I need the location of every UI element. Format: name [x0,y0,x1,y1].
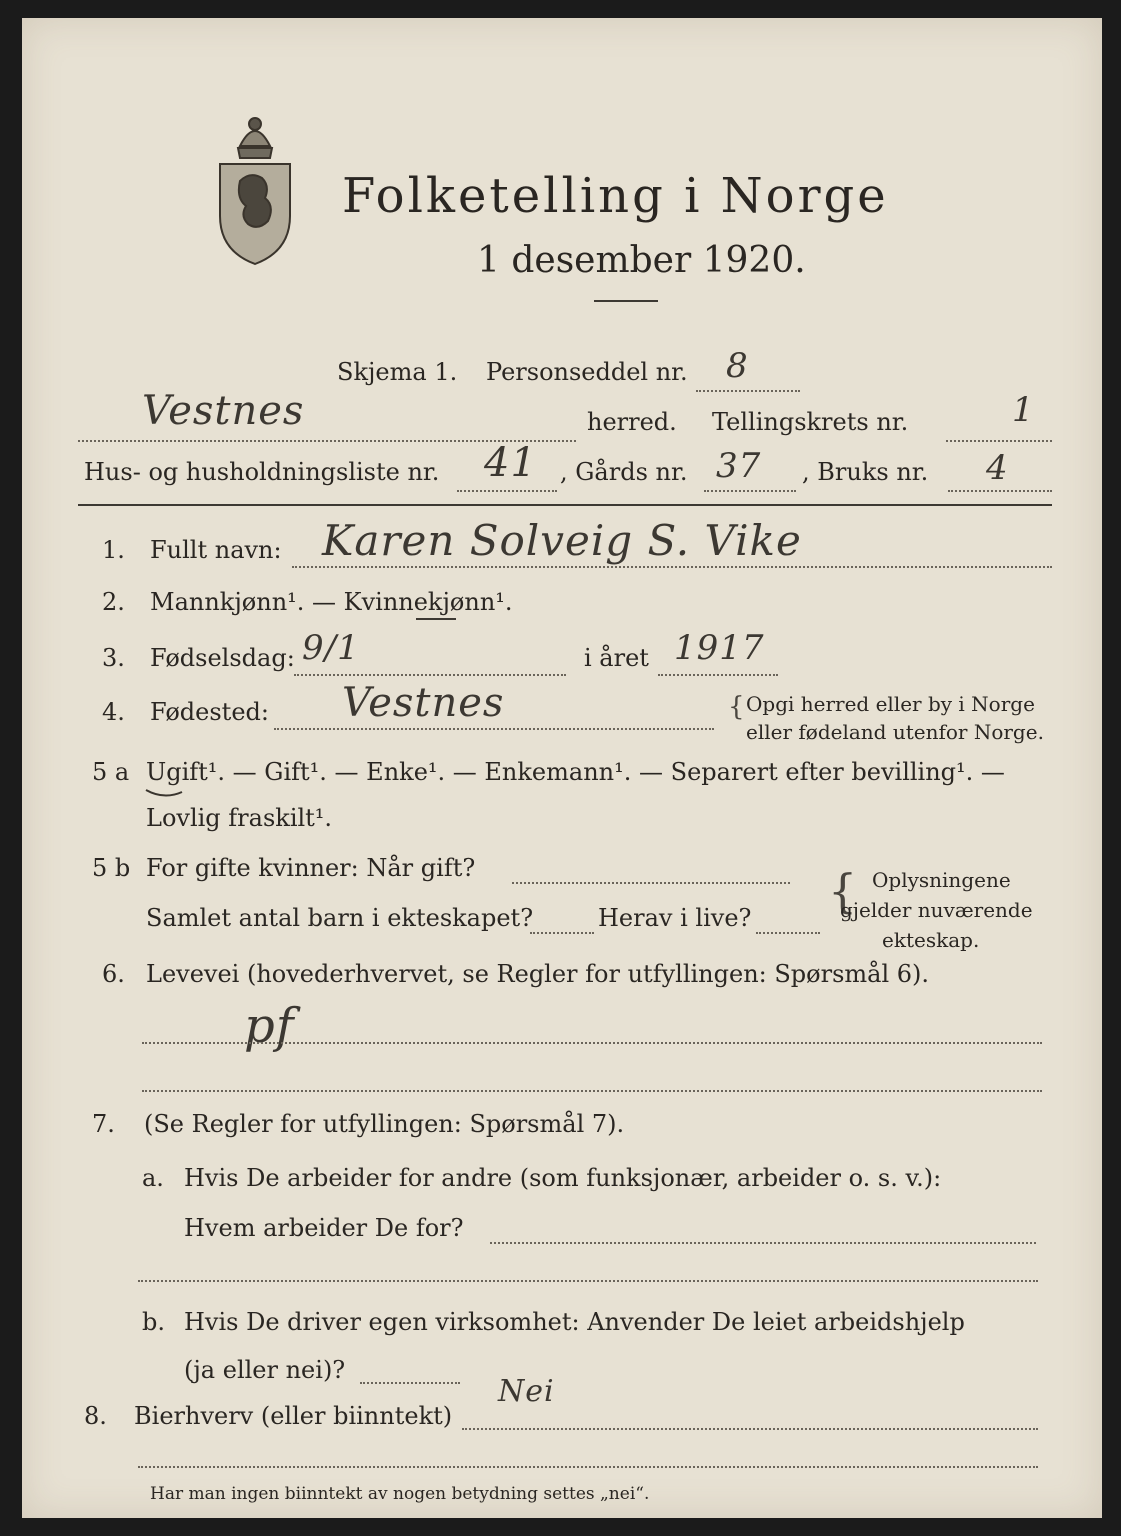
title-divider [594,300,658,302]
q4-line [274,728,714,730]
q7b-number: b. [142,1308,165,1336]
skjema-label: Skjema 1. [337,358,458,386]
q6-line-2 [142,1090,1042,1092]
personseddel-label: Personseddel nr. [486,358,688,386]
q4-note-line-1: Opgi herred eller by i Norge [746,692,1035,716]
herred-label: herred. [587,408,677,436]
q5b-children-line [530,932,594,934]
q1-full-name-value: Karen Solveig S. Vike [322,516,802,565]
q5b-alive-line [756,932,820,934]
q3-number: 3. [102,644,125,672]
q7b-label: Hvis De driver egen virksomhet: Anvender De leiet arbeidshjelp [184,1308,965,1336]
q3-line [294,674,566,676]
herred-value: Vestnes [142,388,305,434]
q5b-note-line-1: Oplysningene [872,868,1011,892]
q5b-note-line-3: ekteskap. [882,928,980,952]
q5b-label-3: Herav i live? [598,904,752,932]
q5a-label-2: Lovlig fraskilt¹. [146,804,333,832]
q6-label: Levevei (hovederhvervet, se Regler for utfyllingen: Spørsmål 6). [146,960,930,988]
q7b-line [360,1382,460,1384]
q7a-number: a. [142,1164,164,1192]
census-form-page [22,18,1102,1518]
q5b-label: For gifte kvinner: Når gift? [146,854,476,882]
q3-label: Fødselsdag: [150,644,295,672]
header-separator [78,504,1052,506]
personseddel-value: 8 [726,346,749,386]
q7-number: 7. [92,1110,115,1138]
bruks-label: , Bruks nr. [802,458,929,486]
q5b-note-brace: { [828,864,858,918]
bruks-value: 4 [986,448,1009,488]
q3-birthday-value: 9/1 [302,628,360,668]
q3-year-value: 1917 [674,628,765,668]
q8-side-income-value: Nei [498,1374,555,1409]
q7a-label: Hvis De arbeider for andre (som funksjonær, arbeider o. s. v.): [184,1164,942,1192]
q7-label: (Se Regler for utfyllingen: Spørsmål 7). [144,1110,625,1138]
q5b-married-line [512,882,790,884]
q5a-label: Ugift¹. — Gift¹. — Enke¹. — Enkemann¹. — Separert efter bevilling¹. — [146,758,1005,786]
gards-line [704,490,796,492]
q5a-number: 5 a [92,758,130,786]
q8-line-2 [138,1466,1038,1468]
q1-label: Fullt navn: [150,536,282,564]
q3-year-label: i året [584,644,649,672]
norwegian-coat-of-arms-icon [210,106,300,266]
q6-line-1 [142,1042,1042,1044]
q6-occupation-value: pf [244,998,295,1054]
page-title: Folketelling i Norge [342,168,889,224]
q4-note-brace: { [728,692,745,722]
census-date: 1 desember 1920. [477,240,806,281]
personseddel-line [696,390,800,392]
q2-number: 2. [102,588,125,616]
gards-value: 37 [716,446,762,486]
q7a-employer-line [490,1242,1036,1244]
q8-line [462,1428,1038,1430]
husliste-label: Hus- og husholdningsliste nr. [84,458,440,486]
q2-label: Mannkjønn¹. — Kvinnekjønn¹. [150,588,513,616]
tellingskrets-label: Tellingskrets nr. [712,408,909,436]
q8-number: 8. [84,1402,107,1430]
q5b-label-2: Samlet antal barn i ekteskapet? [146,904,534,932]
q7a-label-2: Hvem arbeider De for? [184,1214,464,1242]
q7a-line-2 [138,1280,1038,1282]
q4-birthplace-value: Vestnes [342,680,505,726]
q4-label: Fødested: [150,698,269,726]
gards-label: , Gårds nr. [560,458,688,486]
tellingskrets-value: 1 [1012,390,1035,430]
q5a-underline-mark [144,786,184,800]
footer-note: Har man ingen biinntekt av nogen betydning settes „nei“. [150,1484,650,1504]
q1-number: 1. [102,536,125,564]
q8-label: Bierhverv (eller biinntekt) [134,1402,453,1430]
husliste-value: 41 [484,440,537,486]
q4-note-line-2: eller fødeland utenfor Norge. [746,720,1044,744]
q2-mark [416,618,456,620]
tellingskrets-line [946,440,1052,442]
q5b-number: 5 b [92,854,131,882]
q1-line [292,566,1052,568]
q5b-note-line-2: gjelder nuværende [840,898,1033,922]
q4-number: 4. [102,698,125,726]
q6-number: 6. [102,960,125,988]
bruks-line [948,490,1052,492]
q3-year-line [658,674,778,676]
q7b-label-2: (ja eller nei)? [184,1356,346,1384]
husliste-line [457,490,557,492]
